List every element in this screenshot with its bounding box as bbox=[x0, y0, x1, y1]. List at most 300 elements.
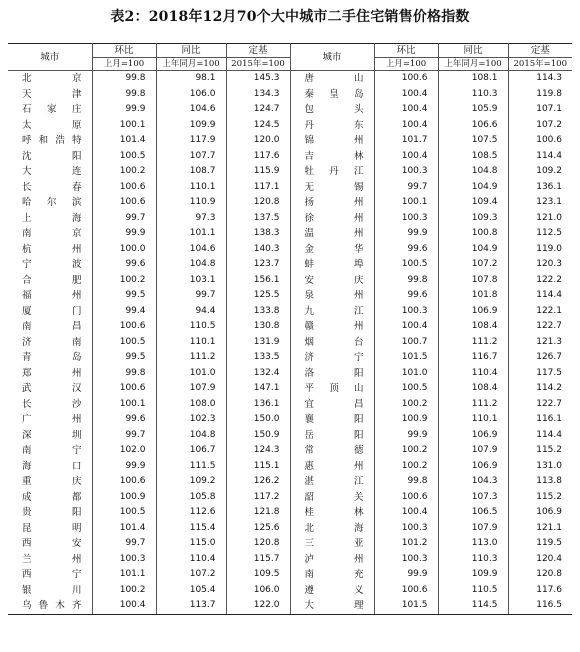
cell-mom-right: 100.4 bbox=[374, 319, 438, 335]
cell-yoy-left: 104.6 bbox=[156, 242, 226, 258]
header-yoy-left: 同比 bbox=[156, 44, 226, 58]
cell-yoy-left: 104.8 bbox=[156, 257, 226, 273]
cell-city-left: 长沙 bbox=[8, 397, 92, 413]
cell-city-left: 太原 bbox=[8, 118, 92, 134]
cell-yoy-left: 117.9 bbox=[156, 133, 226, 149]
table-row bbox=[8, 71, 572, 87]
cell-yoy-left: 103.1 bbox=[156, 273, 226, 289]
cell-yoy-right: 106.5 bbox=[438, 505, 508, 521]
cell-mom-right: 100.3 bbox=[374, 211, 438, 227]
table-row bbox=[8, 304, 572, 320]
cell-mom-left: 100.6 bbox=[92, 195, 156, 211]
cell-yoy-left: 109.9 bbox=[156, 118, 226, 134]
cell-mom-left: 99.8 bbox=[92, 366, 156, 382]
cell-city-right: 北海 bbox=[290, 521, 374, 537]
cell-fixed-right: 107.1 bbox=[536, 104, 562, 114]
cell-city-right: 牡丹江 bbox=[290, 164, 374, 180]
cell-mom-right: 100.4 bbox=[374, 87, 438, 103]
cell-yoy-right: 107.3 bbox=[438, 490, 508, 506]
cell-mom-right: 99.6 bbox=[374, 242, 438, 258]
cell-fixed-left: 138.3 bbox=[226, 226, 290, 242]
cell-fixed-right: 115.2 bbox=[536, 445, 562, 455]
cell-mom-right: 100.6 bbox=[374, 490, 438, 506]
cell-mom-right: 100.5 bbox=[374, 381, 438, 397]
table-row bbox=[8, 288, 572, 304]
cell-yoy-left: 105.4 bbox=[156, 583, 226, 599]
cell-fixed-right: 107.2 bbox=[536, 119, 562, 130]
cell-city-left: 呼和浩特 bbox=[8, 133, 92, 149]
cell-yoy-right: 111.2 bbox=[438, 335, 508, 351]
cell-fixed-left: 140.3 bbox=[226, 242, 290, 258]
cell-city-left: 厦门 bbox=[8, 304, 92, 320]
cell-city-left: 广州 bbox=[8, 412, 92, 428]
table-row bbox=[8, 242, 572, 258]
cell-mom-left: 99.6 bbox=[92, 257, 156, 273]
cell-city-left: 兰州 bbox=[8, 552, 92, 568]
header-mom-left: 环比 bbox=[92, 44, 156, 58]
cell-yoy-left: 110.1 bbox=[156, 335, 226, 351]
cell-yoy-left: 107.9 bbox=[156, 381, 226, 397]
cell-fixed-right: 113.8 bbox=[536, 476, 562, 486]
table-row bbox=[8, 443, 572, 459]
header-mom-base-right: 上月=100 bbox=[374, 58, 438, 71]
table-row bbox=[8, 335, 572, 351]
cell-city-left: 南昌 bbox=[8, 319, 92, 335]
cell-city-left: 长春 bbox=[8, 180, 92, 196]
cell-mom-left: 99.9 bbox=[92, 226, 156, 242]
cell-city-left: 福州 bbox=[8, 288, 92, 304]
cell-city-right: 扬州 bbox=[290, 195, 374, 211]
cell-city-left: 西安 bbox=[8, 536, 92, 552]
cell-yoy-right: 114.5 bbox=[438, 598, 508, 614]
cell-mom-right: 100.3 bbox=[374, 304, 438, 320]
cell-mom-right: 100.2 bbox=[374, 459, 438, 475]
cell-city-right: 南充 bbox=[290, 567, 374, 583]
cell-mom-left: 100.3 bbox=[92, 552, 156, 568]
cell-fixed-right: 119.8 bbox=[536, 88, 562, 99]
cell-mom-left: 100.2 bbox=[92, 273, 156, 289]
cell-city-left: 成都 bbox=[8, 490, 92, 506]
cell-mom-left: 100.0 bbox=[92, 242, 156, 258]
cell-yoy-left: 110.9 bbox=[156, 195, 226, 211]
cell-city-right: 岳阳 bbox=[290, 428, 374, 444]
cell-mom-left: 101.1 bbox=[92, 567, 156, 583]
cell-yoy-left: 110.4 bbox=[156, 552, 226, 568]
cell-city-right: 宜昌 bbox=[290, 397, 374, 413]
cell-city-left: 天津 bbox=[8, 87, 92, 103]
cell-yoy-right: 105.9 bbox=[438, 102, 508, 118]
cell-fixed-right: 116.1 bbox=[536, 414, 562, 424]
cell-fixed-left: 147.1 bbox=[226, 381, 290, 397]
cell-yoy-left: 108.7 bbox=[156, 164, 226, 180]
cell-fixed-left: 120.8 bbox=[226, 195, 290, 211]
cell-fixed-right: 121.3 bbox=[536, 336, 562, 347]
cell-yoy-left: 109.2 bbox=[156, 474, 226, 490]
cell-city-right: 唐山 bbox=[290, 71, 374, 87]
cell-yoy-left: 106.0 bbox=[156, 87, 226, 103]
cell-city-left: 杭州 bbox=[8, 242, 92, 258]
cell-yoy-left: 113.7 bbox=[156, 598, 226, 614]
cell-city-right: 遵义 bbox=[290, 583, 374, 599]
cell-fixed-right: 122.7 bbox=[536, 321, 562, 331]
cell-yoy-left: 107.7 bbox=[156, 149, 226, 165]
cell-mom-left: 100.5 bbox=[92, 335, 156, 351]
cell-mom-right: 100.3 bbox=[374, 552, 438, 568]
cell-yoy-left: 110.5 bbox=[156, 319, 226, 335]
cell-mom-right: 100.2 bbox=[374, 397, 438, 413]
cell-mom-right: 100.1 bbox=[374, 195, 438, 211]
cell-mom-right: 100.4 bbox=[374, 149, 438, 165]
cell-yoy-right: 107.9 bbox=[438, 443, 508, 459]
table-row bbox=[8, 257, 572, 273]
cell-city-left: 青岛 bbox=[8, 350, 92, 366]
cell-city-right: 蚌埠 bbox=[290, 257, 374, 273]
cell-yoy-left: 104.6 bbox=[156, 102, 226, 118]
cell-fixed-left: 109.5 bbox=[226, 567, 290, 583]
table-row bbox=[8, 195, 572, 211]
cell-yoy-left: 99.7 bbox=[156, 288, 226, 304]
cell-fixed-left: 150.0 bbox=[226, 412, 290, 428]
cell-fixed-left: 145.3 bbox=[226, 71, 290, 87]
header-mom-base-left: 上月=100 bbox=[92, 58, 156, 71]
cell-fixed-right: 120.4 bbox=[536, 553, 562, 564]
header-yoy-right: 同比 bbox=[438, 44, 508, 58]
table-row bbox=[8, 180, 572, 196]
cell-fixed-left: 126.2 bbox=[226, 474, 290, 490]
cell-fixed-left: 130.8 bbox=[226, 319, 290, 335]
cell-fixed-right: 106.9 bbox=[536, 507, 562, 517]
cell-fixed-left: 150.9 bbox=[226, 428, 290, 444]
header-fixed-right: 定基 bbox=[508, 44, 572, 58]
cell-mom-right: 101.0 bbox=[374, 366, 438, 382]
cell-yoy-right: 106.9 bbox=[438, 459, 508, 475]
cell-city-left: 济南 bbox=[8, 335, 92, 351]
cell-mom-left: 99.5 bbox=[92, 288, 156, 304]
cell-yoy-right: 104.9 bbox=[438, 242, 508, 258]
cell-fixed-right: 114.4 bbox=[536, 429, 562, 440]
cell-yoy-right: 109.4 bbox=[438, 195, 508, 211]
cell-mom-right: 101.2 bbox=[374, 536, 438, 552]
cell-city-right: 包头 bbox=[290, 102, 374, 118]
cell-yoy-right: 110.3 bbox=[438, 552, 508, 568]
cell-city-left: 郑州 bbox=[8, 366, 92, 382]
cell-city-left: 南京 bbox=[8, 226, 92, 242]
cell-city-left: 上海 bbox=[8, 211, 92, 227]
table-row bbox=[8, 552, 572, 568]
cell-fixed-right: 114.3 bbox=[536, 73, 562, 83]
cell-fixed-left: 125.6 bbox=[226, 521, 290, 537]
table-row bbox=[8, 211, 572, 227]
cell-fixed-right: 121.0 bbox=[536, 212, 562, 223]
cell-yoy-right: 106.9 bbox=[438, 428, 508, 444]
cell-fixed-left: 115.7 bbox=[226, 552, 290, 568]
cell-city-right: 济宁 bbox=[290, 350, 374, 366]
cell-mom-right: 100.6 bbox=[374, 583, 438, 599]
cell-yoy-right: 106.9 bbox=[438, 304, 508, 320]
header-fixed-base-left: 2015年=100 bbox=[226, 58, 290, 71]
cell-fixed-left: 120.0 bbox=[226, 133, 290, 149]
cell-fixed-left: 136.1 bbox=[226, 397, 290, 413]
cell-mom-right: 99.8 bbox=[374, 273, 438, 289]
cell-city-right: 湛江 bbox=[290, 474, 374, 490]
cell-city-left: 宁波 bbox=[8, 257, 92, 273]
cell-city-left: 北京 bbox=[8, 71, 92, 87]
table-row bbox=[8, 319, 572, 335]
cell-city-right: 锦州 bbox=[290, 133, 374, 149]
header-fixed-base-right: 2015年=100 bbox=[508, 58, 572, 71]
cell-yoy-left: 115.4 bbox=[156, 521, 226, 537]
cell-yoy-left: 107.2 bbox=[156, 567, 226, 583]
cell-city-left: 西宁 bbox=[8, 567, 92, 583]
cell-mom-left: 99.8 bbox=[92, 71, 156, 87]
table-row bbox=[8, 164, 572, 180]
cell-yoy-right: 108.4 bbox=[438, 381, 508, 397]
cell-mom-right: 101.5 bbox=[374, 598, 438, 614]
table-row bbox=[8, 490, 572, 506]
cell-fixed-right: 120.3 bbox=[536, 259, 562, 269]
header-yoy-base-right: 上年同月=100 bbox=[438, 58, 508, 71]
cell-fixed-right: 116.5 bbox=[508, 598, 572, 614]
cell-yoy-right: 113.0 bbox=[438, 536, 508, 552]
cell-yoy-left: 108.0 bbox=[156, 397, 226, 413]
cell-fixed-right: 114.4 bbox=[536, 290, 562, 300]
cell-city-right: 惠州 bbox=[290, 459, 374, 475]
table-row bbox=[8, 226, 572, 242]
cell-fixed-left: 117.1 bbox=[226, 180, 290, 196]
cell-yoy-right: 106.6 bbox=[438, 118, 508, 134]
cell-yoy-right: 111.2 bbox=[438, 397, 508, 413]
cell-fixed-left: 132.4 bbox=[226, 366, 290, 382]
cell-city-left: 武汉 bbox=[8, 381, 92, 397]
cell-yoy-left: 111.2 bbox=[156, 350, 226, 366]
cell-city-left: 大连 bbox=[8, 164, 92, 180]
header-fixed-left: 定基 bbox=[226, 44, 290, 58]
cell-fixed-left: 133.8 bbox=[226, 304, 290, 320]
cell-city-right: 温州 bbox=[290, 226, 374, 242]
cell-fixed-left: 121.8 bbox=[226, 505, 290, 521]
table-row bbox=[8, 598, 572, 614]
cell-yoy-right: 104.9 bbox=[438, 180, 508, 196]
cell-mom-left: 100.6 bbox=[92, 474, 156, 490]
cell-fixed-right: 126.7 bbox=[536, 352, 562, 362]
cell-mom-left: 102.0 bbox=[92, 443, 156, 459]
table-row bbox=[8, 102, 572, 118]
cell-city-right: 金华 bbox=[290, 242, 374, 258]
cell-yoy-right: 101.8 bbox=[438, 288, 508, 304]
cell-mom-right: 100.2 bbox=[374, 443, 438, 459]
cell-fixed-left: 134.3 bbox=[226, 87, 290, 103]
cell-yoy-right: 110.3 bbox=[438, 87, 508, 103]
cell-fixed-right: 114.2 bbox=[536, 383, 562, 393]
cell-yoy-right: 108.5 bbox=[438, 149, 508, 165]
cell-fixed-left: 124.7 bbox=[226, 102, 290, 118]
cell-mom-right: 99.9 bbox=[374, 567, 438, 583]
cell-mom-left: 100.6 bbox=[92, 381, 156, 397]
cell-yoy-left: 111.5 bbox=[156, 459, 226, 475]
cell-yoy-right: 109.9 bbox=[438, 567, 508, 583]
cell-fixed-left: 117.6 bbox=[226, 149, 290, 165]
table-row bbox=[8, 583, 572, 599]
table-row bbox=[8, 133, 572, 149]
cell-city-left: 乌鲁木齐 bbox=[8, 598, 92, 614]
cell-city-right: 洛阳 bbox=[290, 366, 374, 382]
cell-mom-left: 99.6 bbox=[92, 412, 156, 428]
cell-fixed-right: 117.6 bbox=[536, 584, 562, 595]
cell-yoy-left: 112.6 bbox=[156, 505, 226, 521]
cell-city-left: 海口 bbox=[8, 459, 92, 475]
cell-mom-right: 99.6 bbox=[374, 288, 438, 304]
cell-city-right: 吉林 bbox=[290, 149, 374, 165]
cell-mom-left: 99.9 bbox=[92, 102, 156, 118]
cell-city-right: 泸州 bbox=[290, 552, 374, 568]
cell-city-right: 丹东 bbox=[290, 118, 374, 134]
cell-fixed-right: 115.2 bbox=[536, 491, 562, 502]
table-row bbox=[8, 381, 572, 397]
table-row bbox=[8, 87, 572, 103]
cell-yoy-right: 100.8 bbox=[438, 226, 508, 242]
cell-city-left: 哈尔滨 bbox=[8, 195, 92, 211]
cell-fixed-left: 124.3 bbox=[226, 443, 290, 459]
cell-city-left: 昆明 bbox=[8, 521, 92, 537]
cell-mom-left: 99.7 bbox=[92, 536, 156, 552]
cell-yoy-right: 107.2 bbox=[438, 257, 508, 273]
cell-yoy-left: 106.7 bbox=[156, 443, 226, 459]
cell-city-left: 深圳 bbox=[8, 428, 92, 444]
cell-fixed-right: 119.5 bbox=[536, 538, 562, 548]
cell-city-right: 烟台 bbox=[290, 335, 374, 351]
cell-mom-left: 99.5 bbox=[92, 350, 156, 366]
cell-yoy-right: 116.7 bbox=[438, 350, 508, 366]
cell-yoy-right: 108.1 bbox=[438, 71, 508, 87]
cell-yoy-right: 104.8 bbox=[438, 164, 508, 180]
cell-city-right: 秦皇岛 bbox=[290, 87, 374, 103]
cell-yoy-right: 109.3 bbox=[438, 211, 508, 227]
cell-city-right: 桂林 bbox=[290, 505, 374, 521]
cell-mom-right: 100.6 bbox=[374, 71, 438, 87]
cell-city-right: 平顶山 bbox=[290, 381, 374, 397]
table-row bbox=[8, 149, 572, 165]
table-row bbox=[8, 428, 572, 444]
cell-city-right: 韶关 bbox=[290, 490, 374, 506]
cell-mom-right: 100.4 bbox=[374, 102, 438, 118]
cell-city-left: 银川 bbox=[8, 583, 92, 599]
cell-yoy-right: 107.5 bbox=[438, 133, 508, 149]
cell-yoy-right: 110.1 bbox=[438, 412, 508, 428]
cell-mom-left: 100.5 bbox=[92, 149, 156, 165]
cell-mom-left: 100.9 bbox=[92, 490, 156, 506]
table-row bbox=[8, 521, 572, 537]
cell-mom-left: 100.6 bbox=[92, 180, 156, 196]
table-title: 表2：2018年12月70个大中城市二手住宅销售价格指数 bbox=[110, 9, 470, 25]
cell-yoy-left: 101.0 bbox=[156, 366, 226, 382]
cell-mom-right: 100.7 bbox=[374, 335, 438, 351]
cell-yoy-left: 105.8 bbox=[156, 490, 226, 506]
cell-fixed-left: 124.5 bbox=[226, 118, 290, 134]
cell-mom-left: 99.7 bbox=[92, 428, 156, 444]
cell-city-right: 大理 bbox=[290, 598, 374, 614]
cell-mom-left: 100.6 bbox=[92, 319, 156, 335]
cell-fixed-right: 114.4 bbox=[536, 150, 562, 161]
cell-mom-left: 101.4 bbox=[92, 133, 156, 149]
cell-mom-left: 100.2 bbox=[92, 164, 156, 180]
cell-fixed-left: 125.5 bbox=[226, 288, 290, 304]
cell-city-right: 泉州 bbox=[290, 288, 374, 304]
header-yoy-base-left: 上年同月=100 bbox=[156, 58, 226, 71]
table-row bbox=[8, 412, 572, 428]
cell-mom-right: 100.4 bbox=[374, 505, 438, 521]
cell-yoy-right: 108.4 bbox=[438, 319, 508, 335]
cell-yoy-left: 97.3 bbox=[156, 211, 226, 227]
cell-city-right: 徐州 bbox=[290, 211, 374, 227]
cell-fixed-right: 122.2 bbox=[536, 274, 562, 285]
cell-mom-left: 100.2 bbox=[92, 583, 156, 599]
cell-mom-right: 99.9 bbox=[374, 428, 438, 444]
cell-yoy-left: 102.3 bbox=[156, 412, 226, 428]
cell-yoy-right: 110.5 bbox=[438, 583, 508, 599]
cell-fixed-right: 119.0 bbox=[536, 243, 562, 254]
cell-fixed-right: 122.1 bbox=[536, 305, 562, 316]
cell-city-right: 九江 bbox=[290, 304, 374, 320]
cell-yoy-left: 104.8 bbox=[156, 428, 226, 444]
table-row bbox=[8, 505, 572, 521]
cell-mom-right: 100.3 bbox=[374, 521, 438, 537]
cell-mom-left: 101.4 bbox=[92, 521, 156, 537]
cell-mom-right: 100.3 bbox=[374, 164, 438, 180]
table-row bbox=[8, 118, 572, 134]
cell-yoy-left: 94.4 bbox=[156, 304, 226, 320]
cell-city-right: 常德 bbox=[290, 443, 374, 459]
cell-fixed-left: 115.9 bbox=[226, 164, 290, 180]
cell-city-left: 贵阳 bbox=[8, 505, 92, 521]
cell-city-right: 三亚 bbox=[290, 536, 374, 552]
cell-mom-right: 100.4 bbox=[374, 118, 438, 134]
cell-fixed-left: 106.0 bbox=[226, 583, 290, 599]
cell-fixed-left: 156.1 bbox=[226, 273, 290, 289]
cell-fixed-right: 100.6 bbox=[536, 135, 562, 145]
cell-fixed-left: 133.5 bbox=[226, 350, 290, 366]
table-row bbox=[8, 273, 572, 289]
cell-city-right: 安庆 bbox=[290, 273, 374, 289]
cell-yoy-right: 107.9 bbox=[438, 521, 508, 537]
cell-mom-right: 100.9 bbox=[374, 412, 438, 428]
cell-mom-right: 101.7 bbox=[374, 133, 438, 149]
table-row bbox=[8, 567, 572, 583]
cell-fixed-right: 109.2 bbox=[536, 166, 562, 176]
cell-mom-right: 99.9 bbox=[374, 226, 438, 242]
cell-yoy-left: 115.0 bbox=[156, 536, 226, 552]
table-row bbox=[8, 459, 572, 475]
cell-fixed-left: 131.9 bbox=[226, 335, 290, 351]
cell-fixed-right: 117.5 bbox=[536, 367, 562, 378]
cell-city-left: 沈阳 bbox=[8, 149, 92, 165]
cell-city-right: 无锡 bbox=[290, 180, 374, 196]
cell-mom-right: 99.7 bbox=[374, 180, 438, 196]
table-row bbox=[8, 397, 572, 413]
cell-yoy-right: 110.4 bbox=[438, 366, 508, 382]
cell-city-left: 南宁 bbox=[8, 443, 92, 459]
cell-fixed-right: 120.8 bbox=[536, 569, 562, 579]
header-mom-right: 环比 bbox=[374, 44, 438, 58]
cell-city-right: 襄阳 bbox=[290, 412, 374, 428]
table-row bbox=[8, 366, 572, 382]
cell-fixed-left: 120.8 bbox=[226, 536, 290, 552]
cell-mom-right: 100.5 bbox=[374, 257, 438, 273]
table-row bbox=[8, 536, 572, 552]
cell-fixed-left: 123.7 bbox=[226, 257, 290, 273]
cell-fixed-left: 137.5 bbox=[226, 211, 290, 227]
table-row bbox=[8, 474, 572, 490]
cell-fixed-right: 121.1 bbox=[536, 522, 562, 533]
